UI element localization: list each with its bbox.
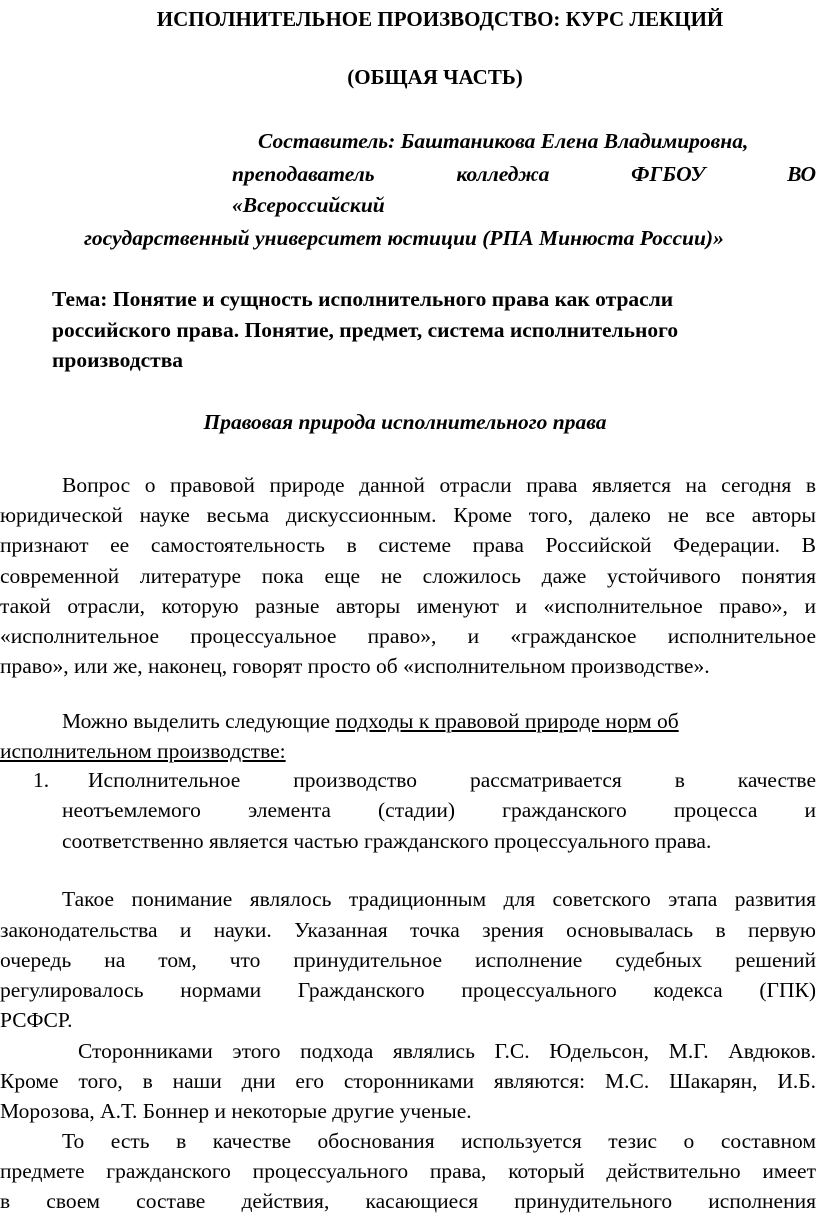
author-line2 xyxy=(232,159,816,189)
paragraph1-line: такой отрасли, которую разные авторы именуют и «исполнительное право», и xyxy=(0,594,816,618)
author-line1: Составитель: Баштаникова Елена Владимировна, xyxy=(258,129,749,153)
paragraph1-line: юридической науке весьма дискуссионным. Кроме того, далеко не все авторы xyxy=(0,503,816,527)
author-word: ВО xyxy=(787,162,816,186)
list-item-line: Исполнительное производство рассматривается в качестве xyxy=(88,768,816,792)
approaches-intro-line2: исполнительном производстве: xyxy=(0,739,286,763)
paragraph3-line: Кроме того, в наши дни его сторонниками являются: М.С. Шакарян, И.Б. xyxy=(0,1069,816,1093)
paragraph4-line: То есть в качестве обоснования используется тезис о составном xyxy=(62,1129,816,1153)
approaches-intro-underlined: подходы к правовой природе норм об xyxy=(335,709,679,733)
paragraph1-line: современной литературе пока еще не сложилось даже устойчивого понятия xyxy=(0,564,816,588)
paragraph2-line: регулировалось нормами Гражданского процессуального кодекса (ГПК) xyxy=(0,978,816,1002)
list-item-number: 1. xyxy=(33,768,50,792)
author-line3: «Всероссийский xyxy=(232,193,385,217)
paragraph1-line: Вопрос о правовой природе данной отрасли права является на сегодня в xyxy=(62,473,816,497)
topic-line1: Тема: Понятие и сущность исполнительного права как отрасли xyxy=(52,287,674,311)
paragraph3-line: Сторонниками этого подхода являлись Г.С. Юдельсон, М.Г. Авдюков. xyxy=(78,1039,816,1063)
author-line4: государственный университет юстиции (РПА Минюста России)» xyxy=(84,226,724,250)
paragraph4-line: предмете гражданского процессуального права, который действительно имеет xyxy=(0,1159,816,1183)
document-title-line2: (ОБЩАЯ ЧАСТЬ) xyxy=(347,65,523,89)
approaches-intro-line1 xyxy=(62,706,679,736)
list-item-line: соответственно является частью гражданского процессуального права. xyxy=(62,829,712,853)
section-title: Правовая природа исполнительного права xyxy=(203,410,607,434)
topic-line3: производства xyxy=(52,348,184,372)
paragraph1-line: право», или же, наконец, говорят просто об «исполнительном производстве». xyxy=(0,654,710,678)
approaches-intro-prefix: Можно выделить следующие xyxy=(62,709,336,733)
paragraph2-line: очередь на том, что принудительное исполнение судебных решений xyxy=(0,948,816,972)
paragraph2-line: Такое понимание являлось традиционным для советского этапа развития xyxy=(62,887,816,911)
paragraph2-line: РСФСР. xyxy=(0,1008,73,1032)
paragraph2-line: законодательства и науки. Указанная точка зрения основывалась в первую xyxy=(0,918,816,942)
paragraph3-line: Морозова, А.Т. Боннер и некоторые другие ученые. xyxy=(0,1099,472,1123)
topic-line2: российского права. Понятие, предмет, система исполнительного xyxy=(52,318,679,342)
paragraph4-line: в своем составе действия, касающиеся принудительного исполнения xyxy=(0,1189,816,1213)
list-item-line: неотъемлемого элемента (стадии) гражданского процесса и xyxy=(62,798,816,822)
document-title-line1: ИСПОЛНИТЕЛЬНОЕ ПРОИЗВОДСТВО: КУРС ЛЕКЦИЙ xyxy=(156,7,724,31)
paragraph1-line: признают ее самостоятельность в системе права Российской Федерации. В xyxy=(0,533,816,557)
author-word: колледжа xyxy=(456,162,550,186)
author-word: ФГБОУ xyxy=(631,162,706,186)
paragraph1-line: «исполнительное процессуальное право», и «гражданское исполнительное xyxy=(0,624,816,648)
author-word: преподаватель xyxy=(232,162,375,186)
